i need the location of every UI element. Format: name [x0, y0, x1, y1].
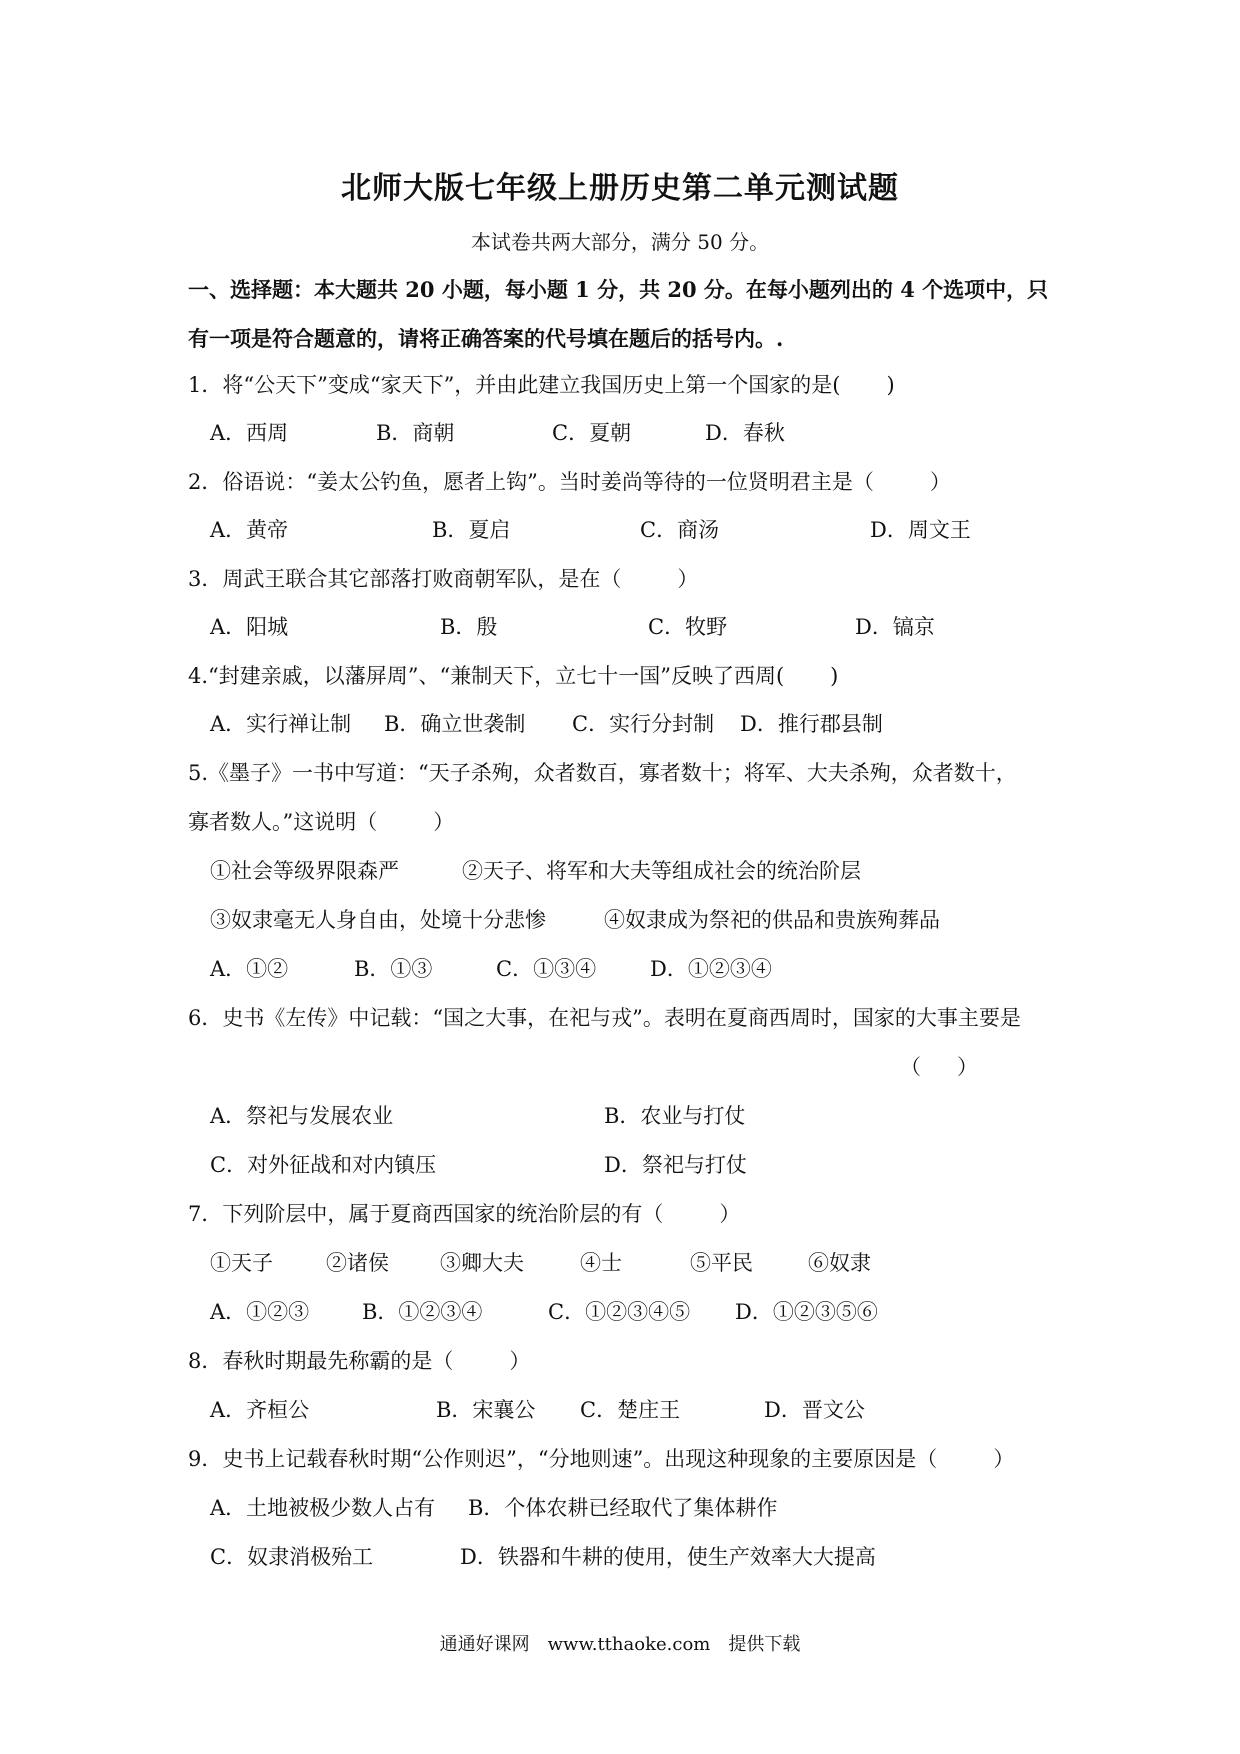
question-8-paren-close: ）	[509, 1349, 531, 1373]
q7-statement-5: ⑤平民	[690, 1251, 753, 1275]
q5-statement-1: ①社会等级界限森严	[210, 859, 399, 883]
q1-option-d: D．春秋	[705, 421, 785, 445]
q6-option-b: B．农业与打仗	[604, 1104, 746, 1128]
q1-option-b: B．商朝	[376, 421, 455, 445]
q2-option-a: A．黄帝	[210, 518, 289, 542]
q3-option-d: D．镐京	[855, 615, 935, 639]
q7-option-c: C．①②③④⑤	[548, 1300, 691, 1324]
question-1-stem: 1．将“公天下”变成“家天下”，并由此建立我国历史上第一个国家的是(	[188, 373, 841, 397]
q2-option-c: C．商汤	[640, 518, 720, 542]
q7-statement-6: ⑥奴隶	[808, 1251, 871, 1275]
q7-statement-3: ③卿大夫	[440, 1251, 524, 1275]
question-6-stem: 6．史书《左传》中记载：“国之大事，在祀与戎”。表明在夏商西周时，国家的大事主要是	[188, 1006, 1021, 1030]
question-5-paren-close: ）	[433, 810, 455, 834]
question-2-paren-close: ）	[929, 470, 951, 494]
page-title: 北师大版七年级上册历史第二单元测试题	[341, 171, 899, 206]
question-5-stem: 5.《墨子》一书中写道：“天子杀殉，众者数百，寡者数十；将军、大夫杀殉，众者数十，	[188, 761, 1017, 785]
question-8	[188, 1346, 530, 1376]
q4-option-b: B．确立世袭制	[384, 712, 526, 736]
question-3-paren-close: ）	[677, 567, 699, 591]
q1-option-c: C．夏朝	[552, 421, 632, 445]
question-5	[188, 807, 454, 837]
q4-option-c: C．实行分封制	[572, 712, 715, 736]
question-7	[188, 1199, 740, 1229]
q5-statement-4: ④奴隶成为祭祀的供品和贵族殉葬品	[604, 908, 940, 932]
q6-option-a: A．祭祀与发展农业	[210, 1104, 394, 1128]
q8-option-c: C．楚庄王	[580, 1398, 681, 1422]
page-footer: 通通好课网 www.tthaoke.com 提供下载	[439, 1634, 801, 1655]
question-3-stem: 3．周武王联合其它部落打败商朝军队，是在（	[188, 567, 622, 591]
q4-option-d: D．推行郡县制	[740, 712, 883, 736]
question-4-paren-close: )	[830, 664, 839, 688]
question-7-stem: 7．下列阶层中，属于夏商西国家的统治阶层的有（	[188, 1202, 664, 1226]
question-2	[188, 467, 951, 497]
section-instructions-line1: 一、选择题：本大题共 20 小题，每小题 1 分，共 20 分。在每小题列出的 4 个选项中，只	[188, 277, 1049, 302]
question-8-stem: 8．春秋时期最先称霸的是（	[188, 1349, 454, 1373]
question-4-stem: 4.“封建亲戚，以藩屏周”、“兼制天下，立七十一国”反映了西周(	[188, 664, 785, 688]
q2-option-d: D．周文王	[870, 518, 971, 542]
q5-option-d: D．①②③④	[650, 957, 772, 981]
question-6-paren	[900, 1052, 978, 1082]
q7-option-d: D．①②③⑤⑥	[735, 1300, 878, 1324]
question-3	[188, 564, 698, 594]
question-4	[188, 661, 838, 691]
question-9	[188, 1444, 1014, 1474]
q3-option-b: B．殷	[440, 615, 498, 639]
q6-option-d: D．祭祀与打仗	[604, 1153, 747, 1177]
q5-option-a: A．①②	[210, 957, 289, 981]
q5-statement-3: ③奴隶毫无人身自由，处境十分悲惨	[210, 908, 546, 932]
q7-option-b: B．①②③④	[362, 1300, 483, 1324]
q9-option-a: A．土地被极少数人占有	[210, 1496, 436, 1520]
q1-option-a: A．西周	[210, 421, 289, 445]
q9-option-d: D．铁器和牛耕的使用，使生产效率大大提高	[460, 1545, 876, 1569]
q3-option-c: C．牧野	[648, 615, 728, 639]
q7-option-a: A．①②③	[210, 1300, 310, 1324]
q5-option-c: C．①③④	[496, 957, 597, 981]
q3-option-a: A．阳城	[210, 615, 289, 639]
q9-option-c: C．奴隶消极殆工	[210, 1545, 374, 1569]
question-1	[188, 370, 895, 400]
question-9-stem: 9．史书上记载春秋时期“公作则迟”，“分地则速”。出现这种现象的主要原因是（	[188, 1447, 938, 1471]
question-5-stem-cont: 寡者数人。”这说明（	[188, 810, 378, 834]
question-6-paren-close: ）	[957, 1055, 978, 1079]
question-1-paren-close: )	[886, 373, 895, 397]
question-7-paren-close: ）	[719, 1202, 741, 1226]
page-subtitle: 本试卷共两大部分，满分 50 分。	[470, 230, 770, 254]
q7-statement-4: ④士	[580, 1251, 622, 1275]
q8-option-a: A．齐桓公	[210, 1398, 310, 1422]
q7-statement-1: ①天子	[210, 1251, 273, 1275]
question-6-paren-open: （	[900, 1055, 921, 1079]
q7-statement-2: ②诸侯	[326, 1251, 389, 1275]
q5-option-b: B．①③	[354, 957, 433, 981]
q8-option-d: D．晋文公	[764, 1398, 865, 1422]
section-instructions-line2: 有一项是符合题意的，请将正确答案的代号填在题后的括号内。.	[188, 326, 784, 351]
q2-option-b: B．夏启	[432, 518, 511, 542]
question-9-paren-close: ）	[993, 1447, 1015, 1471]
q9-option-b: B．个体农耕已经取代了集体耕作	[468, 1496, 778, 1520]
q4-option-a: A．实行禅让制	[210, 712, 352, 736]
q5-statement-2: ②天子、将军和大夫等组成社会的统治阶层	[462, 859, 861, 883]
q8-option-b: B．宋襄公	[436, 1398, 536, 1422]
question-2-stem: 2．俗语说：“姜太公钓鱼，愿者上钩”。当时姜尚等待的一位贤明君主是（	[188, 470, 874, 494]
q6-option-c: C．对外征战和对内镇压	[210, 1153, 437, 1177]
